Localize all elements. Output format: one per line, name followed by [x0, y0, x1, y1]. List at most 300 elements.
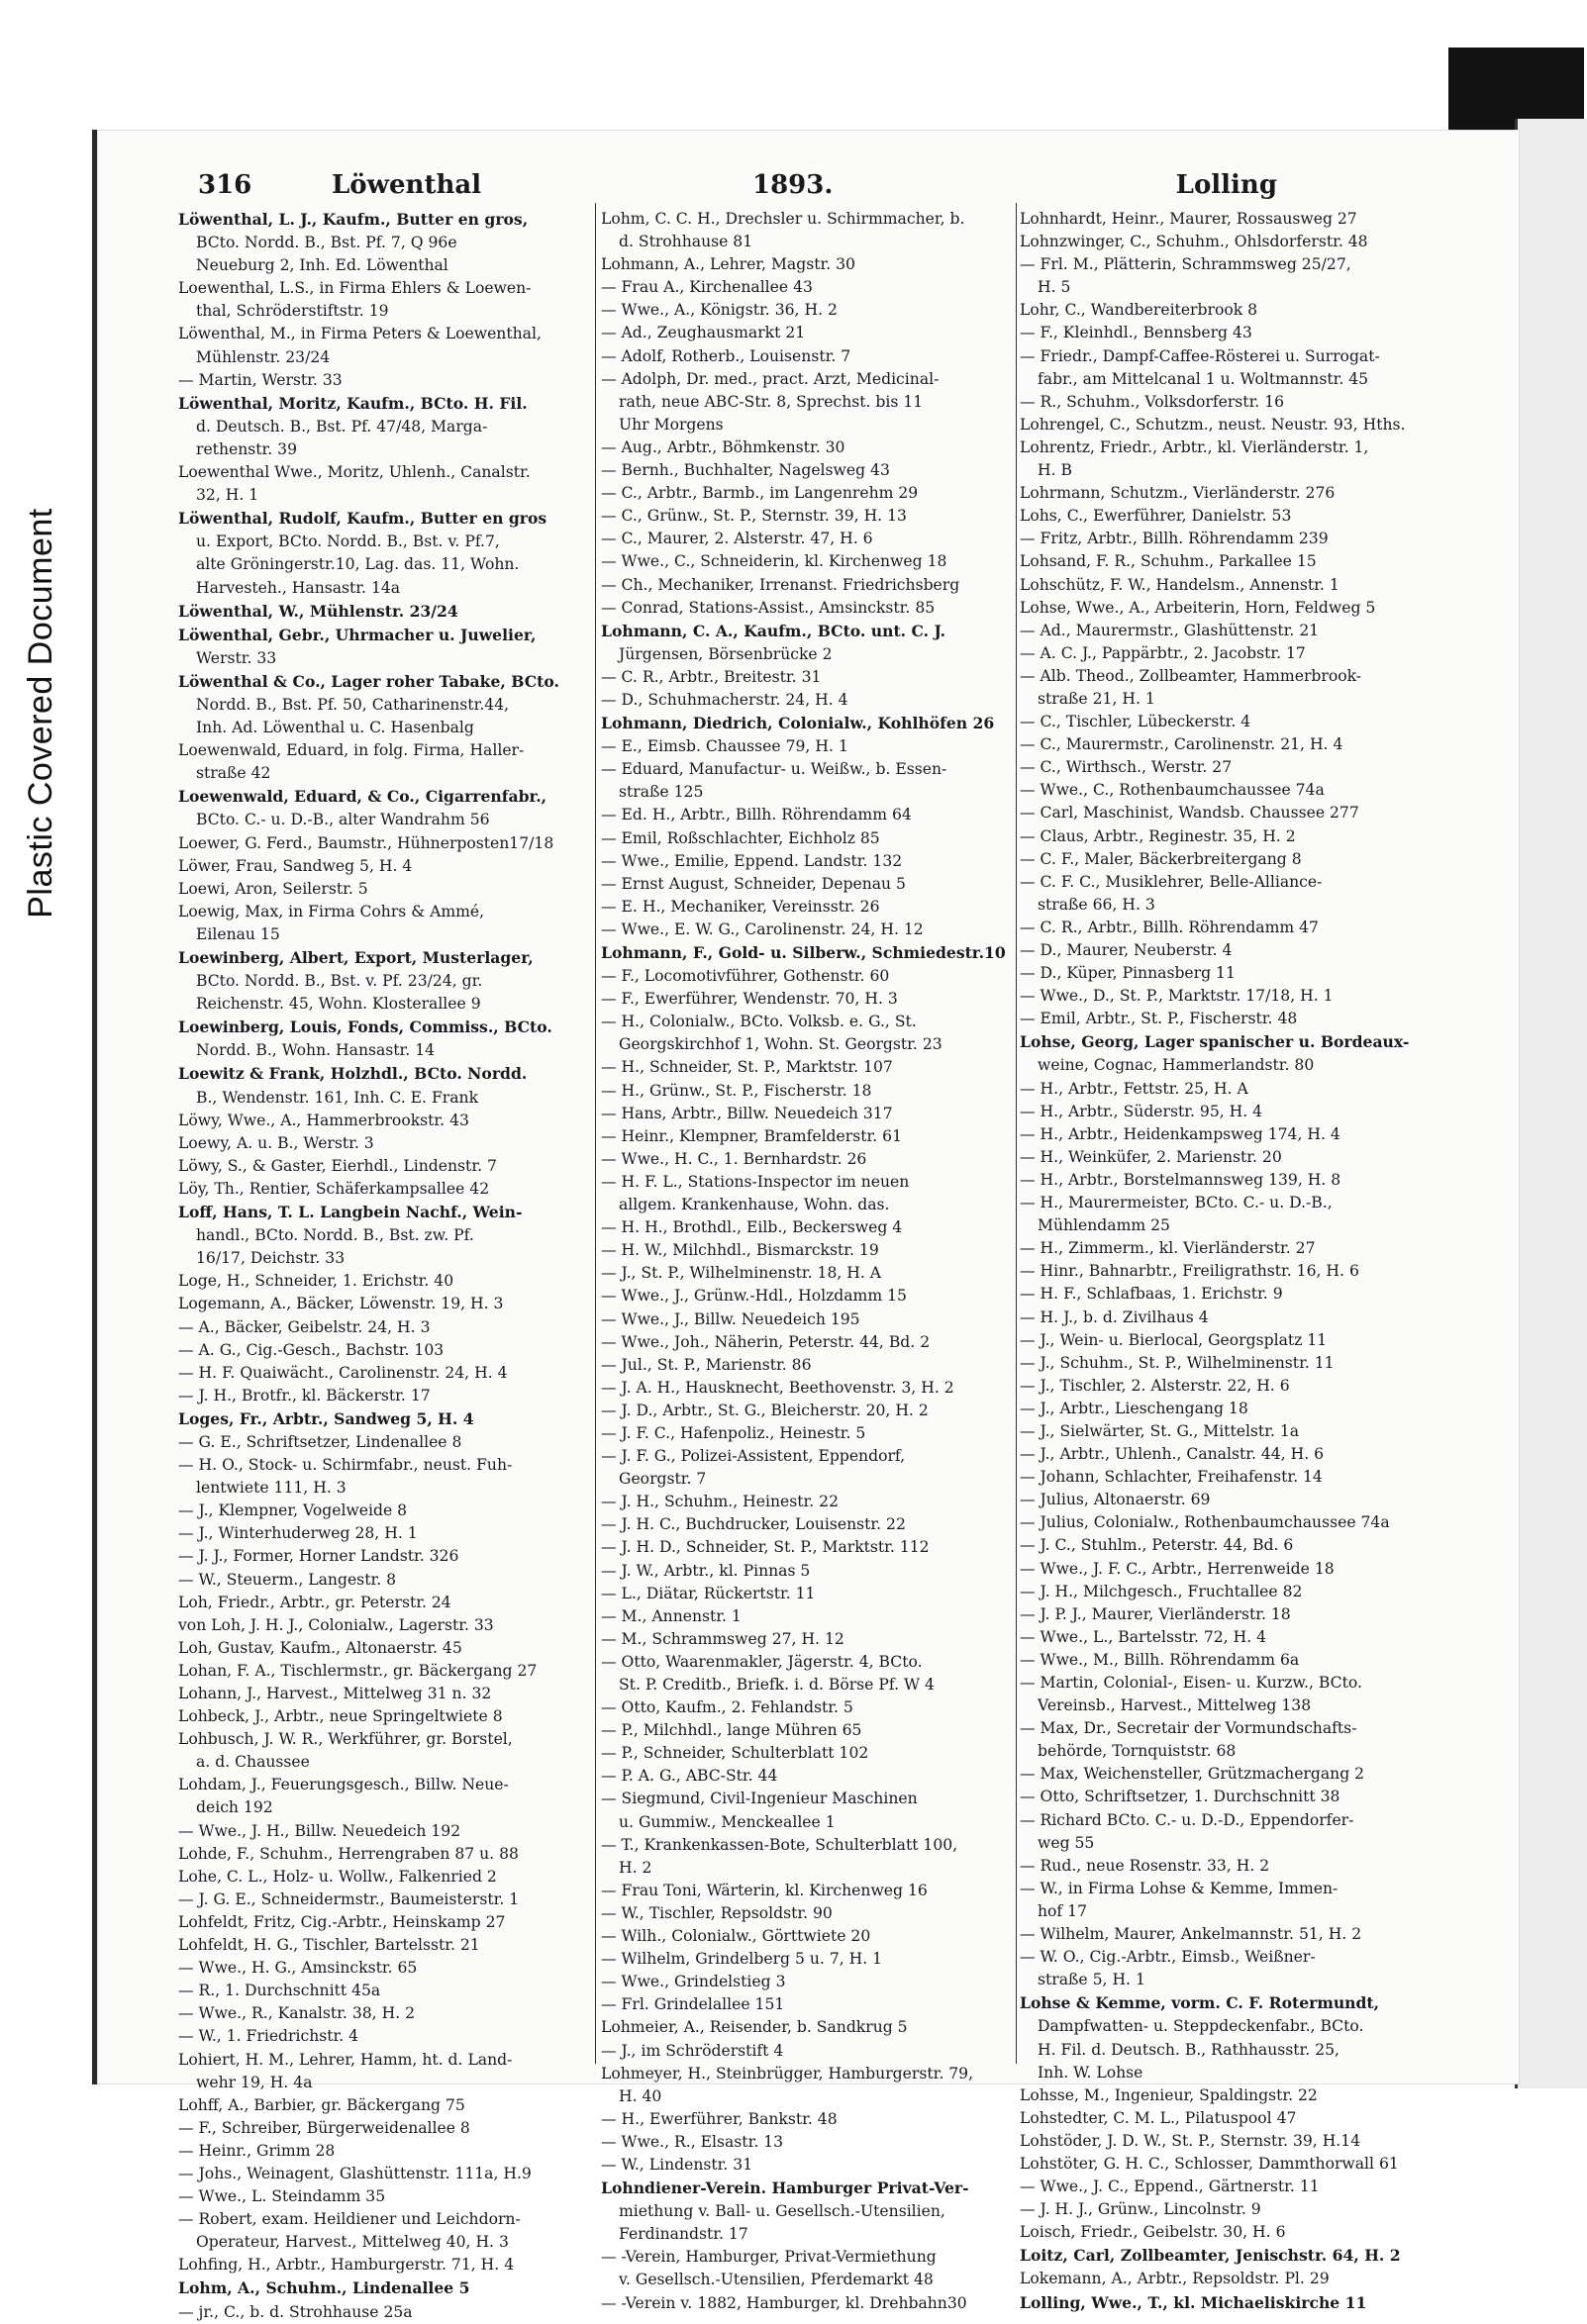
entry-text: — Ad., Zeughausmarkt 21 [601, 324, 806, 342]
directory-entry [601, 1880, 1017, 1902]
directory-entry [601, 1171, 1017, 1194]
directory-entry [178, 2163, 594, 2185]
entry-text: — Ernst August, Schneider, Depenau 5 [601, 874, 906, 893]
entry-text: St. P. Creditb., Briefk. i. d. Börse Pf. W 4 [619, 1676, 935, 1694]
entry-text: — J. H., Milchgesch., Fruchtallee 82 [1020, 1582, 1303, 1600]
entry-text: — Hinr., Bahnarbtr., Freiligrathstr. 16, H. 6 [1020, 1262, 1359, 1281]
directory-entry [1020, 1717, 1439, 1740]
entry-text: — W., Lindenstr. 31 [601, 2155, 753, 2174]
entry-text: — Wwe., H. G., Amsinckstr. 65 [178, 1959, 418, 1978]
entry-text: — J. A. H., Hausknecht, Beethovenstr. 3, H. 2 [601, 1378, 954, 1397]
directory-entry-continuation [178, 346, 594, 369]
entry-text: — Martin, Colonial-, Eisen- u. Kurzw., BCto. [1020, 1674, 1362, 1692]
entry-text: — Wwe., R., Kanalstr. 38, H. 2 [178, 2004, 416, 2023]
entry-text: BCto. C.- u. D.-B., alter Wandrahm 56 [196, 811, 490, 829]
entry-text: — Wwe., M., Billh. Röhrendamm 6a [1020, 1650, 1300, 1669]
directory-entry [1020, 2107, 1439, 2130]
entry-text: — H., Arbtr., Borstelmannsweg 139, H. 8 [1020, 1170, 1341, 1189]
entry-text: — H., Zimmerm., kl. Vierländerstr. 27 [1020, 1239, 1316, 1258]
directory-entry-continuation [178, 416, 594, 438]
directory-entry-continuation [178, 577, 594, 600]
directory-entry [178, 1201, 594, 1224]
directory-entry [1020, 1878, 1439, 1900]
entry-text: — A., Bäcker, Geibelstr. 24, H. 3 [178, 1317, 431, 1336]
entry-text: — Robert, exam. Heildiener und Leichdorn- [178, 2210, 521, 2229]
entry-text: — Wwe., J., Billw. Neuedeich 195 [601, 1309, 860, 1328]
directory-entry [601, 2131, 1017, 2154]
directory-entry [178, 1934, 594, 1957]
directory-entry-continuation [178, 553, 594, 576]
directory-entry-continuation [601, 1194, 1017, 1216]
directory-entry [1020, 1511, 1439, 1534]
directory-entry [1020, 253, 1439, 276]
header-left-word: Löwenthal [332, 170, 482, 200]
entry-text: Lohse, Georg, Lager spanischer u. Bordeaux- [1020, 1032, 1410, 1052]
directory-entry [601, 1742, 1017, 1765]
entry-text: — H. F. Quaiwächt., Carolinenstr. 24, H. 4 [178, 1363, 508, 1382]
directory-entry [601, 941, 1017, 965]
directory-entry-continuation [601, 414, 1017, 436]
entry-text: — R., 1. Durchschnitt 45a [178, 1982, 381, 2000]
entry-text: miethung v. Ball- u. Gesellsch.-Utensilien, [619, 2202, 945, 2221]
directory-entry [178, 1569, 594, 1592]
directory-entry [601, 620, 1017, 643]
directory-entry [1020, 1169, 1439, 1192]
entry-text: Loewi, Aron, Seilerstr. 5 [178, 879, 368, 898]
entry-text: — F., Schreiber, Bürgerweidenallee 8 [178, 2118, 470, 2137]
entry-text: — J., Klempner, Vogelweide 8 [178, 1501, 408, 1520]
directory-entry [601, 1285, 1017, 1307]
directory-entry-continuation [178, 993, 594, 1016]
directory-entry-continuation [601, 231, 1017, 253]
entry-text: — H., Arbtr., Fettstr. 25, H. A [1020, 1079, 1248, 1098]
directory-entry [601, 873, 1017, 896]
entry-text: — C., Wirthsch., Werstr. 27 [1020, 758, 1233, 777]
directory-entry [1020, 1123, 1439, 1146]
entry-text: Lohse & Kemme, vorm. C. F. Rotermundt, [1020, 1993, 1380, 2013]
entry-text: Eilenau 15 [196, 924, 280, 943]
directory-entry [178, 1705, 594, 1728]
directory-entry [601, 528, 1017, 550]
directory-entry [178, 1592, 594, 1614]
entry-text: — W. O., Cig.-Arbtr., Eimsb., Weißner- [1020, 1948, 1316, 1967]
entry-text: lentwiete 111, H. 3 [196, 1479, 347, 1498]
directory-entry [1020, 1078, 1439, 1101]
entry-text: Inh. Ad. Löwenthal u. C. Hasenbalg [196, 719, 474, 737]
entry-text: Operateur, Harvest., Mittelweg 40, H. 3 [196, 2233, 509, 2252]
entry-text: — J., Sielwärter, St. G., Mittelstr. 1a [1020, 1421, 1300, 1440]
column-divider [595, 203, 596, 2064]
directory-entry-continuation [1020, 459, 1439, 482]
entry-text: — Wwe., J. F. C., Arbtr., Herrenweide 18 [1020, 1559, 1335, 1578]
entry-text: alte Gröningerstr.10, Lag. das. 11, Wohn. [196, 555, 520, 574]
directory-entry-continuation [178, 484, 594, 507]
directory-entry [1020, 2198, 1439, 2221]
directory-entry [601, 2016, 1017, 2039]
entry-text: H. 40 [619, 2086, 662, 2105]
entry-text: Mühlenstr. 23/24 [196, 347, 331, 366]
directory-entry [1020, 1008, 1439, 1030]
directory-entry-continuation [1020, 1054, 1439, 1077]
entry-text: Loisch, Friedr., Geibelstr. 30, H. 6 [1020, 2223, 1286, 2242]
directory-entry-continuation [178, 2231, 594, 2254]
directory-entry [178, 785, 594, 809]
entry-text: Lohrentz, Friedr., Arbtr., kl. Vierländerstr. 1, [1020, 437, 1369, 456]
directory-entry [601, 1239, 1017, 1262]
entry-text: Uhr Morgens [619, 415, 724, 434]
directory-entry [601, 1491, 1017, 1513]
directory-entry-continuation [178, 1224, 594, 1247]
entry-text: Lohmann, Diedrich, Colonialw., Kohlhöfen 26 [601, 714, 995, 733]
directory-entry-continuation [178, 254, 594, 277]
directory-entry [601, 1422, 1017, 1445]
entry-text: Lohm, C. C. H., Drechsler u. Schirmmacher, b. [601, 210, 965, 228]
entry-text: Inh. W. Lohse [1038, 2063, 1143, 2082]
entry-text: — C. F., Maler, Bäckerbreitergang 8 [1020, 849, 1302, 868]
directory-entry [601, 689, 1017, 712]
entry-text: — P., Schneider, Schulterblatt 102 [601, 1744, 869, 1763]
directory-entry-continuation [1020, 1214, 1439, 1237]
directory-entry [601, 1445, 1017, 1468]
directory-entry [1020, 1283, 1439, 1306]
entry-text: — Otto, Schriftsetzer, 1. Durchschnitt 38 [1020, 1788, 1340, 1806]
directory-entry [601, 345, 1017, 368]
entry-text: — Emil, Arbtr., St. P., Fischerstr. 48 [1020, 1010, 1298, 1028]
directory-entry [1020, 1101, 1439, 1123]
directory-entry-continuation [1020, 1695, 1439, 1717]
directory-entry [601, 597, 1017, 620]
directory-entry-continuation [601, 1857, 1017, 1880]
entry-text: Lohmann, A., Lehrer, Magstr. 30 [601, 255, 855, 274]
directory-entry [1020, 1603, 1439, 1626]
entry-text: — J. C., Stuhlm., Peterstr. 44, Bd. 6 [1020, 1536, 1294, 1555]
entry-text: — Adolf, Rotherb., Louisenstr. 7 [601, 346, 851, 365]
directory-entry [1020, 1375, 1439, 1398]
directory-entry [1020, 1329, 1439, 1352]
directory-entry-continuation [178, 1247, 594, 1270]
directory-entry [1020, 322, 1439, 344]
entry-text: Georgstr. 7 [619, 1470, 707, 1489]
entry-text: straße 5, H. 1 [1038, 1971, 1145, 1989]
entry-text: Lohsand, F. R., Schuhm., Parkallee 15 [1020, 552, 1317, 571]
directory-entry-continuation [1020, 688, 1439, 711]
entry-text: Loewenthal, L.S., in Firma Ehlers & Loewen- [178, 279, 532, 298]
directory-entry [601, 827, 1017, 850]
directory-entry [601, 208, 1017, 231]
entry-text: Lohan, F. A., Tischlermstr., gr. Bäckergang 27 [178, 1661, 538, 1680]
directory-entry [1020, 1534, 1439, 1557]
directory-entry [178, 1155, 594, 1178]
directory-entry [601, 482, 1017, 505]
entry-text: Lohfeldt, Fritz, Cig.-Arbtr., Heinskamp 27 [178, 1912, 506, 1931]
entry-text: Neueburg 2, Inh. Ed. Löwenthal [196, 256, 448, 275]
directory-entry [601, 1583, 1017, 1605]
entry-text: Löwenthal, W., Mühlenstr. 23/24 [178, 601, 458, 621]
directory-entry [1020, 779, 1439, 802]
directory-entry [1020, 436, 1439, 459]
entry-text: H. 5 [1038, 278, 1071, 297]
directory-entry [601, 299, 1017, 322]
entry-text: — J. D., Arbtr., St. G., Bleicherstr. 20, H. 2 [601, 1401, 929, 1419]
directory-entry [601, 1560, 1017, 1583]
directory-entry [1020, 2084, 1439, 2107]
entry-text: Loitz, Carl, Zollbeamter, Jenischstr. 64, H. 2 [1020, 2246, 1401, 2266]
entry-text: — E. H., Mechaniker, Vereinsstr. 26 [601, 897, 880, 916]
directory-entry [1020, 1581, 1439, 1603]
entry-text: Nordd. B., Bst. Pf. 50, Catharinenstr.44, [196, 695, 510, 714]
entry-text: — J. H., Schuhm., Heinestr. 22 [601, 1493, 840, 1511]
entry-text: — H. F., Schlafbaas, 1. Erichstr. 9 [1020, 1285, 1283, 1304]
directory-entry [178, 1500, 594, 1522]
directory-entry-continuation [178, 694, 594, 717]
entry-text: straße 42 [196, 764, 271, 783]
directory-entry [1020, 620, 1439, 642]
directory-entry-continuation [601, 2200, 1017, 2223]
directory-entry [178, 832, 594, 855]
directory-entry [1020, 939, 1439, 962]
entry-text: — Julius, Altonaerstr. 69 [1020, 1491, 1211, 1509]
entry-text: Löwenthal & Co., Lager roher Tabake, BCto. [178, 671, 559, 691]
directory-entry-continuation [1020, 2062, 1439, 2084]
directory-entry [601, 1056, 1017, 1079]
directory-entry-continuation [178, 970, 594, 993]
entry-text: — H., Weinküfer, 2. Marienstr. 20 [1020, 1147, 1282, 1166]
entry-text: — Wwe., A., Königstr. 36, H. 2 [601, 301, 838, 320]
entry-text: Lohnhardt, Heinr., Maurer, Rossausweg 27 [1020, 210, 1357, 228]
directory-entry [601, 505, 1017, 528]
directory-entry [178, 946, 594, 970]
entry-text: allgem. Krankenhause, Wohn. das. [619, 1196, 890, 1214]
directory-entry [601, 758, 1017, 781]
directory-entry [601, 1080, 1017, 1103]
entry-text: Loges, Fr., Arbtr., Sandweg 5, H. 4 [178, 1408, 474, 1428]
entry-text: — Jul., St. P., Marienstr. 86 [601, 1355, 812, 1374]
entry-text: Lohann, J., Harvest., Mittelweg 31 n. 32 [178, 1685, 492, 1702]
directory-entry [1020, 825, 1439, 848]
directory-entry [178, 624, 594, 647]
entry-text: — Hans, Arbtr., Billw. Neuedeich 317 [601, 1104, 893, 1122]
directory-entry-continuation [178, 647, 594, 670]
entry-text: — P. A. G., ABC-Str. 44 [601, 1767, 778, 1786]
directory-entry [178, 1522, 594, 1545]
entry-text: Harvestеh., Hansastr. 14a [196, 578, 401, 597]
directory-entry [1020, 597, 1439, 620]
entry-text: — J. F. C., Hafenpoliz., Heinestr. 5 [601, 1423, 866, 1442]
directory-entry [601, 1993, 1017, 2016]
entry-text: weg 55 [1038, 1833, 1095, 1852]
directory-entry [1020, 2153, 1439, 2176]
directory-entry [601, 2063, 1017, 2085]
entry-text: behörde, Tornquiststr. 68 [1038, 1742, 1237, 1761]
entry-text: Lohstöter, G. H. C., Schlosser, Dammthorwall 61 [1020, 2154, 1399, 2173]
entry-text: — W., in Firma Lohse & Kemme, Immen- [1020, 1879, 1339, 1897]
entry-text: — C. R., Arbtr., Breitestr. 31 [601, 667, 822, 686]
directory-entry [1020, 574, 1439, 597]
directory-entry [601, 1262, 1017, 1285]
entry-text: — H. O., Stock- u. Schirmfabr., neust. Fuh- [178, 1456, 513, 1475]
entry-text: — Wwe., C., Schneiderin, kl. Kirchenweg 18 [601, 552, 947, 571]
directory-entry-continuation [178, 1039, 594, 1062]
directory-column-2 [601, 208, 1017, 2312]
directory-entry [601, 850, 1017, 873]
entry-text: — J. H. J., Grünw., Lincolnstr. 9 [1020, 2200, 1261, 2219]
entry-text: — H., Maurermeister, BCto. C.- u. D.-B., [1020, 1194, 1333, 1212]
entry-text: Vereinsb., Harvest., Mittelweg 138 [1038, 1696, 1312, 1715]
entry-text: — F., Ewerführer, Wendenstr. 70, H. 3 [601, 990, 898, 1009]
directory-entry [1020, 1672, 1439, 1695]
directory-entry [601, 1513, 1017, 1536]
entry-text: H. 2 [619, 1858, 652, 1877]
directory-entry [601, 1628, 1017, 1651]
directory-entry [601, 988, 1017, 1011]
directory-entry [1020, 231, 1439, 253]
directory-entry [601, 712, 1017, 735]
entry-text: — Fritz, Arbtr., Billh. Röhrendamm 239 [1020, 530, 1329, 548]
entry-text: 32, H. 1 [196, 486, 259, 505]
entry-text: Lohe, C. L., Holz- u. Wollw., Falkenried 2 [178, 1867, 497, 1886]
entry-text: — T., Krankenkassen-Bote, Schulterblatt 100, [601, 1835, 958, 1854]
directory-entry-continuation [178, 1087, 594, 1110]
entry-text: — Aug., Arbtr., Böhmkenstr. 30 [601, 437, 845, 456]
entry-text: — H. J., b. d. Zivilhaus 4 [1020, 1307, 1209, 1326]
directory-entry [1020, 711, 1439, 733]
entry-text: u. Export, BCto. Nordd. B., Bst. v. Pf.7, [196, 533, 500, 551]
entry-text: — F., Locomotivführer, Gothenstr. 60 [601, 967, 890, 986]
entry-text: a. d. Chaussee [196, 1753, 310, 1772]
directory-entry [178, 2276, 594, 2300]
directory-entry [178, 1016, 594, 1039]
directory-entry [1020, 1398, 1439, 1420]
entry-text: — Max, Weichensteller, Grützmachergang 2 [1020, 1765, 1365, 1784]
directory-entry [1020, 871, 1439, 894]
entry-text: Lolling, Wwe., T., kl. Michaeliskirche 11 [1020, 2292, 1367, 2312]
directory-entry [178, 1911, 594, 1934]
directory-entry [178, 1132, 594, 1155]
entry-text: — Wwe., J. H., Billw. Neuedeich 192 [178, 1821, 461, 1840]
directory-entry [1020, 2130, 1439, 2153]
directory-entry [1020, 505, 1439, 528]
entry-text: — J. W., Arbtr., kl. Pinnas 5 [601, 1561, 811, 1580]
entry-text: — W., Tischler, Repsoldstr. 90 [601, 1903, 833, 1922]
entry-text: — H. H., Brothdl., Eilb., Beckersweg 4 [601, 1218, 903, 1237]
directory-entry [1020, 528, 1439, 550]
directory-entry [178, 901, 594, 923]
entry-text: — W., Steuerm., Langestr. 8 [178, 1570, 397, 1589]
entry-text: — Wwe., C., Rothenbaumchaussee 74a [1020, 781, 1325, 800]
entry-text: — J., Tischler, 2. Alsterstr. 22, H. 6 [1020, 1376, 1290, 1395]
entry-text: — D., Schuhmacherstr. 24, H. 4 [601, 690, 848, 709]
entry-text: straße 21, H. 1 [1038, 689, 1155, 708]
entry-text: — Frl. M., Plätterin, Schrammsweg 25/27, [1020, 255, 1351, 274]
directory-entry [1020, 756, 1439, 779]
directory-entry [601, 1605, 1017, 1628]
directory-entry-continuation [1020, 1740, 1439, 1763]
entry-text: — P., Milchhdl., lange Mühren 65 [601, 1721, 862, 1740]
entry-text: — Wwe., J. C., Eppend., Gärtnerstr. 11 [1020, 2178, 1320, 2196]
directory-entry [601, 2246, 1017, 2269]
directory-entry-continuation [178, 438, 594, 461]
entry-text: — A. C. J., Pappärbtr., 2. Jacobstr. 17 [1020, 643, 1306, 662]
entry-text: Löwer, Frau, Sandweg 5, H. 4 [178, 856, 413, 875]
entry-text: — J., im Schröderstift 4 [601, 2041, 784, 2060]
entry-text: — Wwe., E. W. G., Carolinenstr. 24, H. 12 [601, 920, 924, 938]
entry-text: Lohnzwinger, C., Schuhm., Ohlsdorferstr. 48 [1020, 233, 1368, 251]
entry-text: weine, Cognac, Hammerlandstr. 80 [1038, 1056, 1315, 1075]
directory-entry [178, 1957, 594, 1980]
entry-text: d. Strohhause 81 [619, 233, 753, 251]
entry-text: Nordd. B., Wohn. Hansastr. 14 [196, 1041, 436, 1060]
directory-entry [178, 1062, 594, 1086]
directory-entry [178, 855, 594, 878]
directory-entry [601, 253, 1017, 276]
entry-text: — D., Küper, Pinnasberg 11 [1020, 964, 1236, 983]
entry-text: — J. G. E., Schneidermstr., Baumeisterstr. 1 [178, 1889, 520, 1908]
directory-entry [178, 670, 594, 694]
directory-entry [178, 2185, 594, 2208]
directory-entry [178, 208, 594, 232]
entry-text: — Wwe., D., St. P., Marktstr. 17/18, H. 1 [1020, 987, 1334, 1006]
directory-entry [178, 1407, 594, 1431]
directory-entry [601, 574, 1017, 597]
entry-text: Loewig, Max, in Firma Cohrs & Ammé, [178, 902, 485, 920]
entry-text: — H., Ewerführer, Bankstr. 48 [601, 2109, 838, 2128]
directory-entry [1020, 2268, 1439, 2290]
directory-entry [1020, 917, 1439, 939]
directory-entry [601, 1719, 1017, 1742]
entry-text: — R., Schuhm., Volksdorferstr. 16 [1020, 392, 1285, 411]
directory-entry-continuation [178, 300, 594, 323]
directory-entry [178, 1178, 594, 1201]
directory-entry-continuation [178, 1796, 594, 1819]
entry-text: u. Gummiw., Menckeallee 1 [619, 1812, 836, 1831]
entry-text: — J. J., Former, Horner Landstr. 326 [178, 1547, 459, 1566]
directory-entry-continuation [178, 762, 594, 785]
directory-entry [601, 1377, 1017, 1400]
directory-entry [178, 1728, 594, 1751]
entry-text: Werstr. 33 [196, 648, 277, 667]
directory-entry [1020, 414, 1439, 436]
entry-text: — Martin, Werstr. 33 [178, 370, 343, 389]
directory-entry [178, 1637, 594, 1660]
directory-entry [601, 1216, 1017, 1239]
entry-text: — H., Grünw., St. P., Fischerstr. 18 [601, 1081, 872, 1100]
entry-text: Lohsse, M., Ingenieur, Spaldingstr. 22 [1020, 2085, 1318, 2104]
entry-text: — Conrad, Stations-Assist., Amsinckstr. 85 [601, 598, 936, 617]
directory-entry [601, 1651, 1017, 1674]
entry-text: Löwy, S., & Gaster, Eierhdl., Lindenstr. 7 [178, 1156, 497, 1175]
entry-text: Löwenthal, Gebr., Uhrmacher u. Juwelier, [178, 625, 537, 644]
entry-text: — Siegmund, Civil-Ingenieur Maschinen [601, 1790, 918, 1808]
directory-entry [1020, 1649, 1439, 1672]
directory-entry [178, 1614, 594, 1637]
entry-text: hof 17 [1038, 1901, 1088, 1920]
directory-entry [601, 1011, 1017, 1033]
directory-entry [601, 1696, 1017, 1719]
entry-text: Loewenwald, Eduard, in folg. Firma, Haller- [178, 741, 525, 760]
directory-entry [601, 459, 1017, 482]
directory-entry [601, 368, 1017, 391]
directory-entry [601, 1536, 1017, 1559]
directory-entry [1020, 1809, 1439, 1832]
entry-text: Lohrmann, Schutzm., Vierländerstr. 276 [1020, 484, 1336, 503]
entry-text: — D., Maurer, Neuberstr. 4 [1020, 941, 1233, 959]
entry-text: — F., Kleinhdl., Bennsberg 43 [1020, 324, 1252, 342]
directory-entry-continuation [601, 2269, 1017, 2291]
entry-text: — C., Maurer, 2. Alsterstr. 47, H. 6 [601, 530, 873, 548]
directory-entry [1020, 665, 1439, 688]
entry-text: — G. E., Schriftsetzer, Lindenallee 8 [178, 1432, 462, 1451]
directory-entry [1020, 1855, 1439, 1878]
